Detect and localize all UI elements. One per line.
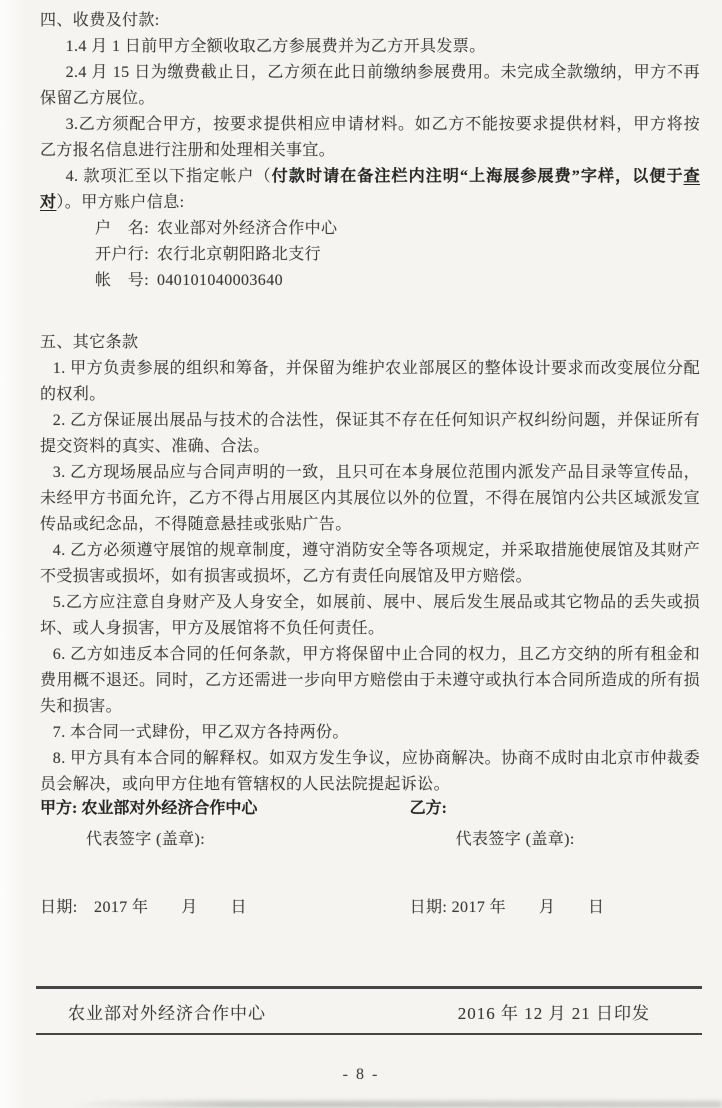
fees-clause-4-suffix: ）。甲方账户信息:	[56, 194, 185, 211]
other-clause-4: 4. 乙方必须遵守展馆的规章制度，遵守消防安全等各项规定，并采取措施使展馆及其财产不受损害或损坏，如有损害或损坏，乙方有责任向展馆及甲方赔偿。	[40, 542, 700, 585]
page-number: - 8 -	[342, 1066, 380, 1083]
document-footer-band	[36, 986, 702, 1035]
fees-clause-2: 2.4 月 15 日为缴费截止日，乙方须在此日前缴纳参展费用。未完成全款缴纳，甲方不再保留乙方展位。	[40, 64, 700, 107]
scan-bottom-shadow	[70, 1101, 722, 1108]
party-b-signature-column	[410, 796, 700, 921]
fees-clause-4-prefix: 4. 款项汇至以下指定帐户（	[65, 168, 272, 185]
other-clause-6: 6. 乙方如违反本合同的任何条款，甲方将保留中止合同的权力，且乙方交纳的所有租金和费用概不退还。同时，乙方还需进一步向甲方赔偿由于未遵守或执行本合同所造成的所有损失和损害。	[40, 646, 700, 715]
section-spacer	[40, 294, 700, 330]
fees-clause-3: 3.乙方须配合甲方，按要求提供相应申请材料。如乙方不能按要求提供材料，甲方将按乙方报名信息进行注册和处理相关事宜。	[40, 116, 700, 159]
fees-clause-1: 1.4 月 1 日前甲方全额收取乙方参展费并为乙方开具发票。	[65, 38, 486, 55]
account-bank-label: 开户行:	[95, 246, 150, 263]
account-bank-line	[40, 242, 700, 268]
party-b-date-line: 日期: 2017 年 月 日	[409, 899, 605, 916]
other-clause-5: 5.乙方应注意自身财产及人身安全，如展前、展中、展后发生展品或其它物品的丢失或损坏、或人身损害，甲方及展馆将不负任何责任。	[40, 594, 700, 637]
party-a-title: 甲方: 农业部对外经济合作中心	[40, 800, 258, 817]
party-b-sign-line: 代表签字 (盖章):	[455, 831, 575, 848]
fees-clause-4-underlined: 查对	[40, 168, 700, 211]
scan-edge-highlight	[0, 0, 26, 1108]
party-b-title: 乙方:	[409, 800, 447, 817]
contract-body	[40, 8, 700, 798]
account-name-label: 户 名:	[95, 220, 150, 237]
other-clause-2: 2. 乙方保证展出展品与技术的合法性，保证其不存在任何知识产权纠纷问题，并保证所有提交资料的真实、准确、合法。	[40, 412, 700, 455]
other-clause-3: 3. 乙方现场展品应与合同声明的一致，且只可在本身展位范围内派发产品目录等宣传品，未经甲方书面允许，乙方不得占用展区内其展位以外的位置，不得在展馆内公共区域派发宣传品或纪念品，不得随意悬挂或张贴广告。	[40, 464, 700, 533]
other-clause-8: 8. 甲方具有本合同的解释权。如双方发生争议，应协商解决。协商不成时由北京市仲裁委员会解决，或向甲方住地有管辖权的人民法院提起诉讼。	[40, 750, 700, 793]
account-bank-value: 农行北京朝阳路北支行	[157, 246, 322, 263]
footer-print-date: 2016 年 12 月 21 日印发	[457, 1003, 650, 1023]
party-a-sign-line: 代表签字 (盖章):	[86, 831, 206, 848]
account-name-line	[40, 216, 700, 242]
fees-clause-4-bold-note: 付款时请在备注栏内注明“上海展参展费”字样，以便于	[271, 168, 684, 185]
footer-issuer: 农业部对外经济合作中心	[68, 1003, 266, 1023]
section-other-heading: 五、其它条款	[40, 334, 139, 351]
fees-clause-4	[40, 164, 700, 216]
other-clause-1: 1. 甲方负责参展的组织和筹备，并保留为维护农业部展区的整体设计要求而改变展位分配的权利。	[40, 360, 700, 403]
party-a-date-line: 日期: 2017 年 月 日	[40, 899, 247, 916]
other-clause-7: 7. 本合同一式肆份，甲乙双方各持两份。	[52, 724, 349, 741]
signature-block	[40, 796, 700, 921]
account-number-label: 帐 号:	[95, 272, 150, 289]
account-number-value: 040101040003640	[157, 272, 283, 289]
account-name-value: 农业部对外经济合作中心	[157, 220, 338, 237]
account-number-line	[40, 268, 700, 294]
section-fees-heading: 四、收费及付款:	[40, 12, 160, 29]
party-a-signature-column	[40, 796, 410, 921]
